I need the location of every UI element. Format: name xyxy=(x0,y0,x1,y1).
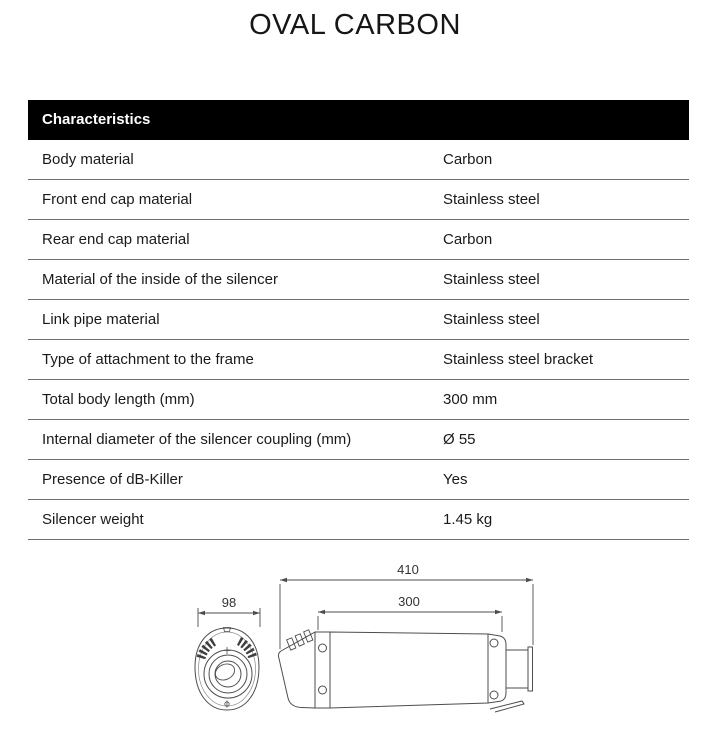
rear-bracket-fin xyxy=(490,701,524,712)
dimension-410-label: 410 xyxy=(397,562,419,577)
row-label: Silencer weight xyxy=(42,511,144,528)
row-label: Material of the inside of the silencer xyxy=(42,271,278,288)
row-label: Presence of dB-Killer xyxy=(42,471,183,488)
dimension-98-label: 98 xyxy=(221,595,237,610)
table-header: Characteristics xyxy=(28,100,689,140)
row-value: Carbon xyxy=(443,151,493,168)
table-row xyxy=(28,380,689,420)
table-row xyxy=(28,500,689,540)
table-row xyxy=(28,420,689,460)
page-title: OVAL CARBON xyxy=(249,9,461,41)
silencer-side-view xyxy=(278,562,533,712)
silencer-end-view xyxy=(195,595,260,710)
table-row xyxy=(28,220,689,260)
row-value: Stainless steel xyxy=(443,271,540,288)
row-value: Carbon xyxy=(443,231,493,248)
row-value: Yes xyxy=(443,471,468,488)
row-label: Type of attachment to the frame xyxy=(42,351,254,368)
row-value: Ø 55 xyxy=(443,431,476,448)
table-row xyxy=(28,340,689,380)
dimension-300-label: 300 xyxy=(398,594,420,609)
row-value: Stainless steel xyxy=(443,191,540,208)
characteristics-table xyxy=(28,100,689,540)
table-row xyxy=(28,180,689,220)
row-label: Rear end cap material xyxy=(42,231,190,248)
table-row xyxy=(28,460,689,500)
table-row xyxy=(28,300,689,340)
row-value: 1.45 kg xyxy=(443,511,493,528)
row-value: Stainless steel xyxy=(443,311,540,328)
technical-drawing xyxy=(150,555,570,739)
table-row xyxy=(28,260,689,300)
row-label: Body material xyxy=(42,151,134,168)
table-row xyxy=(28,140,689,180)
row-value: Stainless steel bracket xyxy=(443,351,594,368)
dimension-98 xyxy=(198,595,260,627)
exit-pipe xyxy=(506,647,533,691)
dimension-300 xyxy=(318,594,502,632)
row-label: Internal diameter of the silencer coupling (mm) xyxy=(42,431,352,448)
row-value: 300 mm xyxy=(443,391,498,408)
row-label: Front end cap material xyxy=(42,191,193,208)
row-label: Total body length (mm) xyxy=(42,391,195,408)
outlet-rings xyxy=(204,650,252,698)
row-label: Link pipe material xyxy=(42,311,160,328)
